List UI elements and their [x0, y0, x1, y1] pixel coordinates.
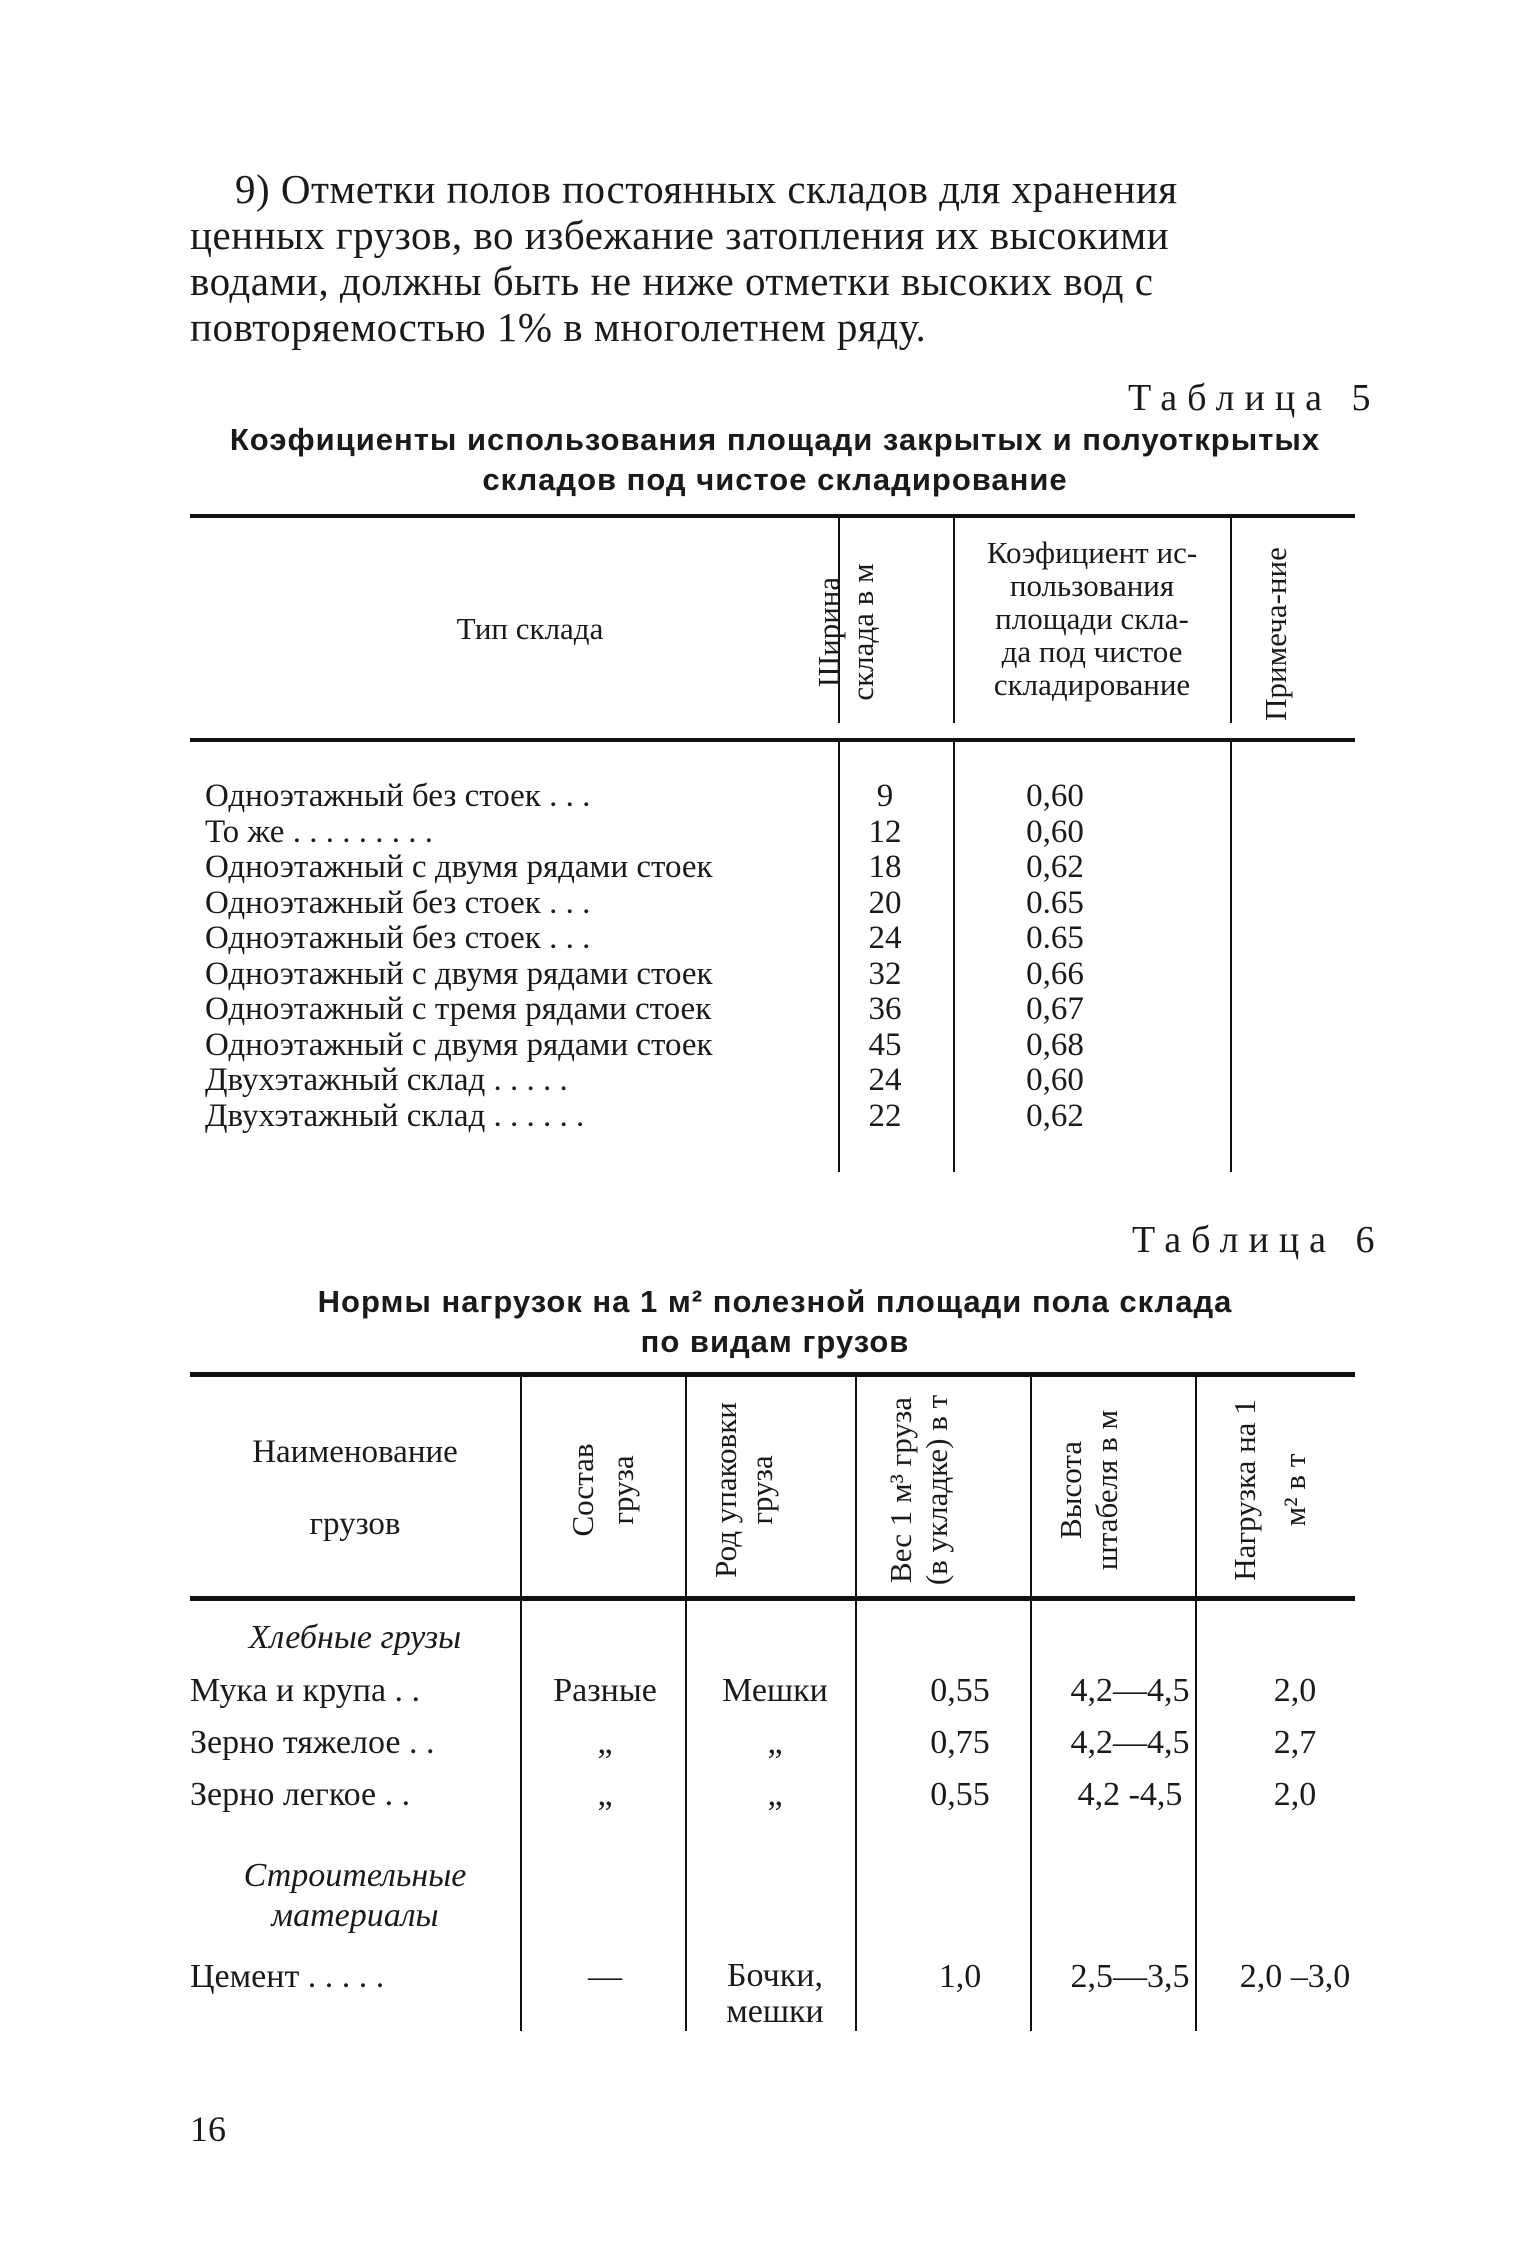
- cell-coef: 0,60: [1026, 813, 1084, 850]
- cell-type: Одноэтажный с тремя рядами стоек: [205, 991, 712, 1027]
- paragraph-line: повторяемостью 1% в многолетнем ряду.: [190, 304, 927, 350]
- table6-header-stack-height: Высота штабеля в м: [1053, 1409, 1124, 1571]
- table5-caption-line: складов под чистое складирование: [482, 462, 1068, 497]
- table6-divider: [685, 1377, 687, 1596]
- packing-line: Бочки,: [727, 1957, 823, 1994]
- table6-caption: [190, 1282, 1360, 1362]
- cell-coef: 0,60: [1026, 1062, 1084, 1098]
- packing-line: мешки: [726, 1993, 824, 2030]
- cell-load: 2,7: [1273, 1724, 1317, 1761]
- page-number: 16: [190, 2109, 226, 2149]
- cell-packing: [690, 1958, 860, 2030]
- category-grain: Хлебные грузы: [248, 1619, 462, 1656]
- coef-header-line: площади скла-: [995, 601, 1189, 636]
- table-row: [205, 885, 1365, 921]
- cell-name: Мука и крупа . .: [190, 1672, 421, 1709]
- table6-header-weight: Вес 1 м³ груза (в укладке) в т: [883, 1394, 954, 1586]
- cell-type: Одноэтажный без стоек . . .: [205, 884, 591, 921]
- table-row: [205, 991, 1365, 1027]
- category-line: Строительные: [243, 1857, 467, 1894]
- table5-divider: [953, 518, 955, 723]
- category-building-materials: [190, 1856, 520, 1936]
- cell-weight: 1,0: [938, 1958, 982, 1995]
- cell-type: То же . . . . . . . . .: [205, 813, 433, 850]
- cell-packing: Мешки: [722, 1672, 828, 1709]
- table-row: [205, 956, 1365, 992]
- table5-top-rule: [190, 514, 1355, 518]
- table6-header-composition: Состав груза: [565, 1443, 640, 1537]
- table5-caption: [190, 420, 1360, 500]
- table5-header-note: Примеча-ние: [1258, 547, 1293, 721]
- table-row-cement: [190, 1952, 1360, 2030]
- coef-header-line: складирование: [993, 667, 1191, 702]
- cell-width: 22: [868, 1097, 902, 1134]
- cell-width: 20: [868, 884, 902, 921]
- cell-load: 2,0: [1273, 1672, 1317, 1709]
- cell-weight: 0,55: [930, 1672, 990, 1709]
- cell-packing: „: [767, 1776, 783, 1813]
- cell-coef: 0.65: [1026, 884, 1084, 921]
- table6-header-packing: Род упаковки груза: [708, 1402, 779, 1578]
- cell-height: 4,2—4,5: [1070, 1672, 1190, 1709]
- table-row: [205, 920, 1365, 956]
- cell-coef: 0.65: [1026, 920, 1084, 956]
- table-row: [205, 1062, 1365, 1098]
- table5-head-rule: [190, 738, 1355, 742]
- table5-divider: [1230, 518, 1232, 723]
- table6-divider: [855, 1377, 857, 1596]
- cell-width: 9: [876, 778, 894, 814]
- coef-header-line: да под чистое: [1001, 634, 1183, 669]
- cell-composition: „: [597, 1776, 613, 1813]
- paragraph-line: ценных грузов, во избежание затопления их высокими: [190, 212, 1170, 258]
- table5-number: Таблица 5: [1128, 377, 1381, 419]
- cell-load: 2,0: [1273, 1776, 1317, 1813]
- cell-width: 18: [868, 849, 902, 885]
- cell-composition: „: [597, 1724, 613, 1761]
- table6-divider: [520, 1377, 522, 1596]
- table-row: [205, 849, 1365, 885]
- table5-header-coef: [958, 536, 1226, 701]
- cell-width: 32: [868, 955, 902, 992]
- table5-header-width: Ширина склада в м: [811, 563, 880, 701]
- cell-packing: „: [767, 1724, 783, 1761]
- table6-header-name: [190, 1416, 520, 1560]
- cell-name: Цемент . . . . .: [190, 1958, 385, 1995]
- paragraph-line: 9) Отметки полов постоянных складов для хранения: [235, 166, 1178, 212]
- table5-header-type: Тип склада: [456, 611, 604, 646]
- cell-type: Одноэтажный с двумя рядами стоек: [205, 849, 713, 885]
- cell-type: Одноэтажный с двумя рядами стоек: [205, 1026, 713, 1063]
- cell-width: 45: [868, 1026, 902, 1063]
- table-row: [205, 1027, 1365, 1063]
- table6-divider: [1030, 1377, 1032, 1596]
- cell-coef: 0,67: [1026, 991, 1084, 1027]
- table-row: [190, 1718, 1360, 1768]
- cell-type: Двухэтажный склад . . . . . .: [205, 1097, 585, 1134]
- name-header-line: Наименование: [252, 1434, 458, 1470]
- cell-type: Двухэтажный склад . . . . .: [205, 1062, 568, 1098]
- cell-coef: 0,62: [1026, 1097, 1084, 1134]
- cell-load: 2,0 –3,0: [1239, 1958, 1351, 1995]
- cell-composition: —: [588, 1958, 622, 1995]
- table5-caption-line: Коэфициенты использования площади закрытых и полуоткрытых: [229, 422, 1321, 457]
- cell-type: Одноэтажный без стоек . . .: [205, 778, 591, 814]
- cell-weight: 0,55: [930, 1776, 990, 1813]
- table6-divider: [1195, 1377, 1197, 1596]
- cell-coef: 0,62: [1026, 849, 1084, 885]
- table-row: [205, 1098, 1365, 1134]
- cell-type: Одноэтажный с двумя рядами стоек: [205, 955, 713, 992]
- cell-height: 4,2 -4,5: [1077, 1776, 1183, 1813]
- table-row: [205, 778, 1365, 814]
- cell-coef: 0,60: [1026, 778, 1084, 814]
- coef-header-line: пользования: [1009, 568, 1175, 603]
- cell-name: Зерно легкое . .: [190, 1776, 411, 1813]
- cell-width: 12: [868, 813, 902, 850]
- cell-width: 24: [868, 920, 902, 956]
- name-header-line: грузов: [309, 1506, 401, 1542]
- table6-top-rule: [190, 1372, 1355, 1377]
- cell-height: 4,2—4,5: [1070, 1724, 1190, 1761]
- table6-header-load: Нагрузка на 1 м² в т: [1227, 1399, 1312, 1581]
- cell-coef: 0,66: [1026, 955, 1084, 992]
- category-line: материалы: [271, 1897, 439, 1934]
- cell-type: Одноэтажный без стоек . . .: [205, 920, 591, 956]
- table6-head-rule: [190, 1596, 1355, 1601]
- cell-width: 24: [868, 1062, 902, 1098]
- coef-header-line: Коэфициент ис-: [986, 535, 1198, 570]
- cell-width: 36: [868, 991, 902, 1027]
- table6-number: Таблица 6: [1132, 1219, 1385, 1261]
- cell-height: 2,5—3,5: [1070, 1958, 1190, 1995]
- table-row: [190, 1666, 1360, 1716]
- table6-caption-line: по видам грузов: [640, 1324, 910, 1359]
- cell-weight: 0,75: [930, 1724, 990, 1761]
- cell-composition: Разные: [553, 1672, 657, 1709]
- table6-caption-line: Нормы нагрузок на 1 м² полезной площади пола склада: [317, 1284, 1233, 1319]
- table-row: [205, 814, 1365, 850]
- cell-name: Зерно тяжелое . .: [190, 1724, 435, 1761]
- paragraph-9: [190, 166, 1360, 350]
- table-row: [190, 1770, 1360, 1820]
- paragraph-line: водами, должны быть не ниже отметки высоких вод с: [190, 258, 1154, 304]
- cell-coef: 0,68: [1026, 1026, 1084, 1063]
